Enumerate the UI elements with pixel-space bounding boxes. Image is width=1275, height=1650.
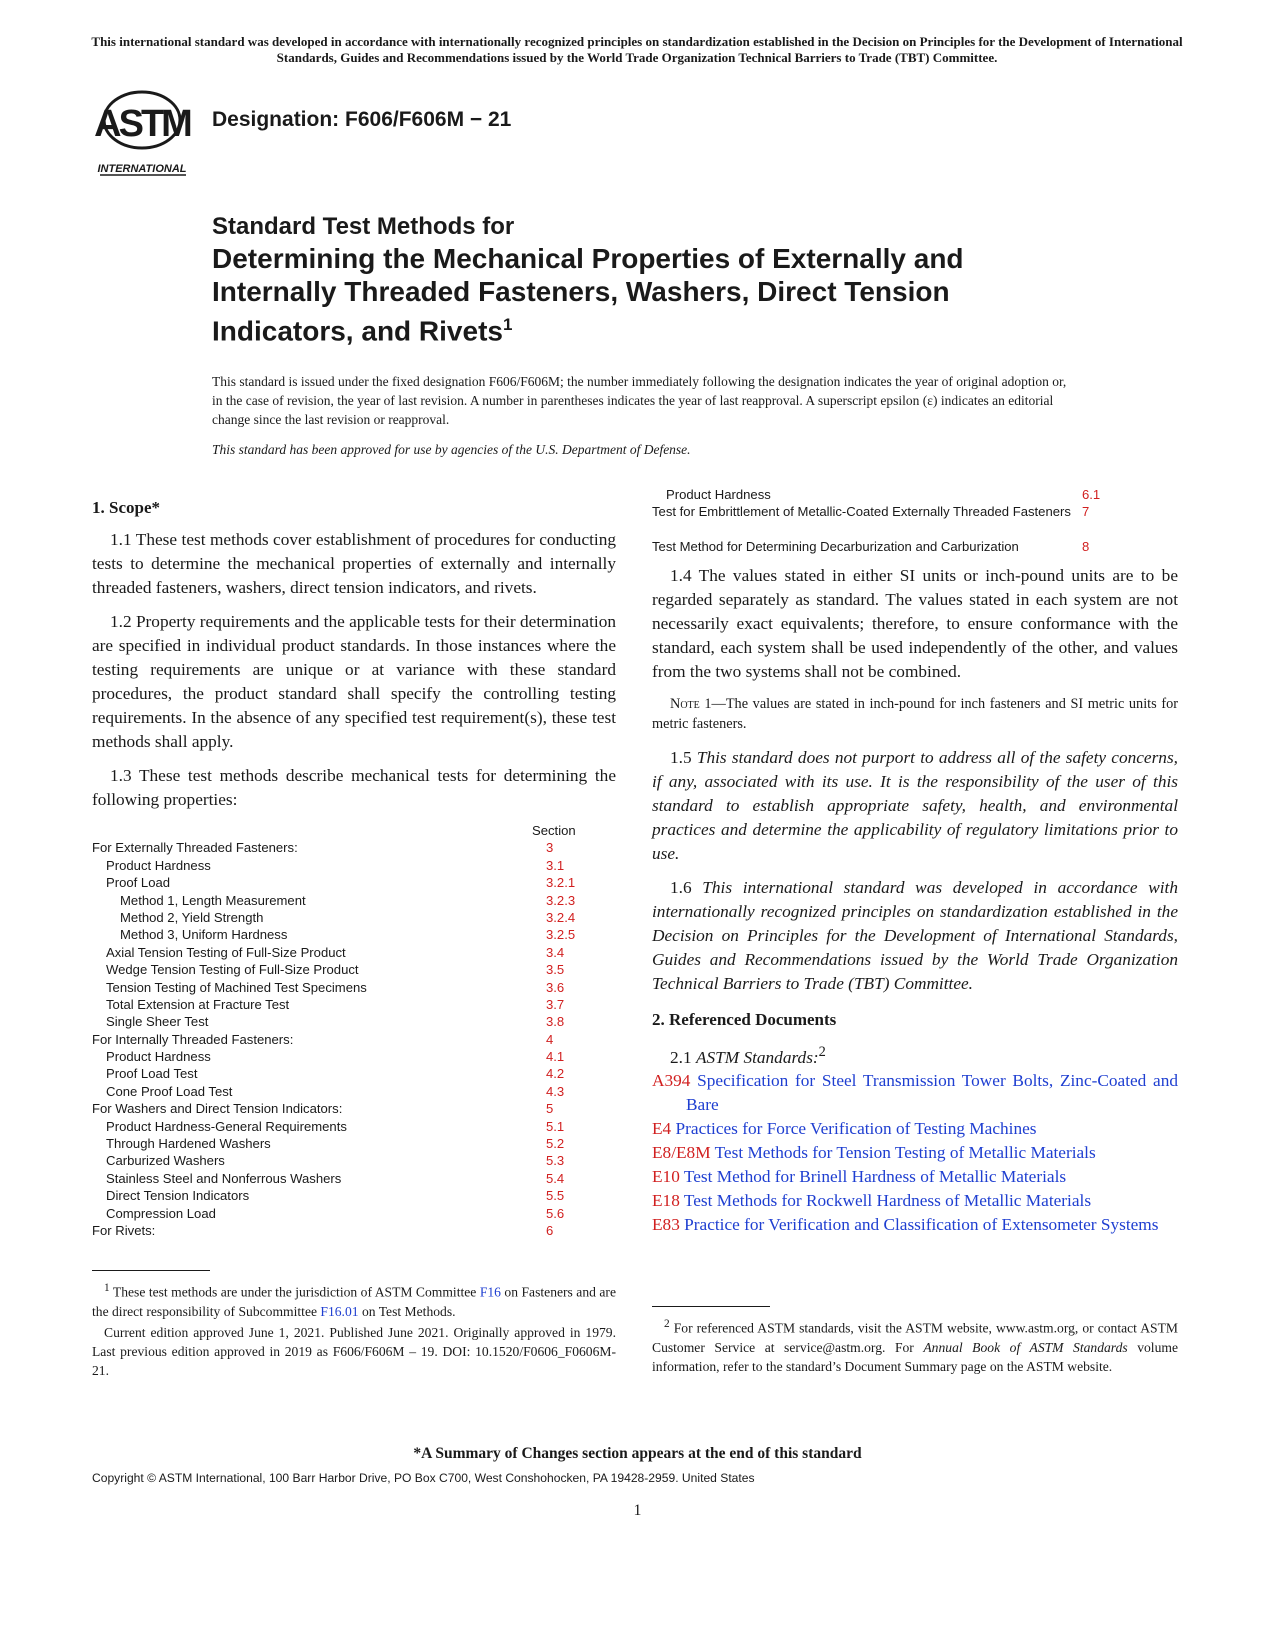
reference-title-link[interactable]: Test Method for Brinell Hardness of Metallic Materials [683, 1167, 1067, 1187]
toc-section-link[interactable]: 3.1 [546, 857, 565, 873]
toc-label: Test Method for Determining Decarburization and Carburization [652, 539, 1019, 555]
toc-row [92, 1031, 616, 1048]
toc-row [92, 944, 616, 961]
toc-label: Product Hardness [106, 1049, 211, 1065]
reference-item [652, 1141, 1178, 1165]
toc-label: Total Extension at Fracture Test [106, 996, 290, 1012]
paragraph-1-2: 1.2 Property requirements and the applicable tests for their determination are specified in individual product standards. In those instances where the testing requirements are unique or at variance with these standard procedures, the product standard shall specify the controlling testing requirements. In the absence of any specified test requirement(s), these test methods shall apply. [92, 612, 616, 751]
toc-label: Proof Load Test [106, 1066, 198, 1082]
section-table-continued [652, 486, 1178, 556]
toc-row [92, 1170, 616, 1187]
footnote-1: $^1$ These test methods are under the jurisdiction of ASTM Committee F16 on Fasteners and are the direct responsibility of Subcommittee F16.01 on Test Methods. [92, 1282, 616, 1319]
title-kicker: Standard Test Methods for [212, 213, 515, 240]
page-number: 1 [633, 1502, 642, 1519]
reference-item [652, 1165, 1178, 1189]
astm-standards-subheading: 2.1 ASTM Standards:$^2$ [670, 1043, 826, 1067]
toc-section-link[interactable]: 8 [1082, 539, 1090, 555]
toc-section-link[interactable]: 6.1 [1082, 487, 1101, 502]
toc-label: For Externally Threaded Fasteners: [92, 840, 298, 856]
toc-section-link[interactable]: 6 [546, 1222, 554, 1238]
toc-row [92, 874, 616, 891]
left-column [92, 498, 616, 1378]
toc-header-row [92, 822, 616, 839]
logo-text: INTERNATIONAL [97, 163, 187, 175]
reference-title-link[interactable]: Specification for Steel Transmission Tower Bolts, Zinc-Coated and Bare [686, 1071, 1179, 1115]
dod-statement: This standard has been approved for use by agencies of the U.S. Department of Defense. [212, 442, 691, 457]
toc-label: Direct Tension Indicators [106, 1188, 250, 1204]
toc-row [92, 961, 616, 978]
document-title [212, 212, 1032, 347]
toc-section-link[interactable]: 5.6 [546, 1205, 565, 1221]
reference-item [652, 1213, 1178, 1237]
toc-section-link[interactable]: 5.5 [546, 1188, 565, 1204]
toc-label: Product Hardness [666, 487, 771, 502]
toc-row [92, 979, 616, 996]
footnote-2: $^2$ For referenced ASTM standards, visit the ASTM website, www.astm.org, or contact ASTM Customer Service at service@astm.org. For Annual Book of ASTM Standards volume information, refer to the standard’s Document Summary page on the ASTM website. [652, 1318, 1178, 1374]
toc-section-link[interactable]: 5.1 [546, 1118, 565, 1134]
toc-row [92, 1187, 616, 1204]
toc-section-link[interactable]: 5.2 [546, 1136, 565, 1152]
paragraph-1-1: 1.1 These test methods cover establishment of procedures for conducting tests to determine the mechanical properties of externally and internally threaded fasteners, washers, direct tension indicators, and rivets. [92, 530, 616, 597]
toc-label: Wedge Tension Testing of Full-Size Product [106, 962, 359, 978]
toc-row [652, 538, 1178, 555]
toc-row [92, 1205, 616, 1222]
toc-section-link[interactable]: 3.2.4 [546, 909, 576, 925]
paragraph-1-4: 1.4 The values stated in either SI units or inch-pound units are to be regarded separately as standard. The values stated in each system are not necessarily exact equivalents; therefore, to ensure conformance with the standard, each system shall be used independently of the other, and values from the two systems shall not be combined. [652, 565, 1178, 681]
toc-label: Method 1, Length Measurement [120, 892, 306, 908]
right-column [652, 487, 1179, 1374]
toc-section-link[interactable]: 3.2.1 [546, 875, 576, 891]
toc-section-link[interactable]: 3.4 [546, 944, 565, 960]
section-table [92, 822, 616, 1239]
toc-section-link[interactable]: 4.1 [546, 1049, 565, 1065]
title-footnote-mark: 1 [502, 315, 513, 334]
toc-row [92, 857, 616, 874]
reference-title-link[interactable]: Test Methods for Tension Testing of Metallic Materials [714, 1143, 1096, 1163]
toc-label: Method 3, Uniform Hardness [120, 927, 288, 943]
footnote-area-right [652, 1306, 1178, 1378]
toc-row [92, 1048, 616, 1065]
toc-label: Product Hardness [106, 857, 211, 873]
reference-code-link[interactable]: E8/E8M [652, 1143, 711, 1163]
toc-section-link[interactable]: 7 [1082, 504, 1090, 520]
toc-section-link[interactable]: 3 [546, 840, 554, 856]
reference-code-link[interactable]: E18 [652, 1191, 680, 1211]
toc-row [92, 1152, 616, 1169]
reference-title-link[interactable]: Practice for Verification and Classification of Extensometer Systems [684, 1215, 1159, 1235]
toc-label: Cone Proof Load Test [106, 1083, 233, 1099]
toc-header: Section [532, 823, 576, 838]
toc-label: Stainless Steel and Nonferrous Washers [106, 1170, 342, 1186]
toc-section-link[interactable]: 4 [546, 1031, 554, 1047]
toc-label: Tension Testing of Machined Test Specimens [106, 979, 367, 995]
toc-label: For Rivets: [92, 1222, 156, 1238]
toc-row [92, 909, 616, 926]
toc-row [92, 892, 616, 909]
toc-row [92, 1222, 616, 1239]
toc-section-link[interactable]: 3.2.5 [546, 927, 576, 943]
toc-row [92, 1083, 616, 1100]
toc-section-link[interactable]: 3.7 [546, 996, 565, 1012]
toc-row [92, 1118, 616, 1135]
footnote-rule [652, 1306, 770, 1307]
note-1: Note 1—The values are stated in inch-pound for inch fasteners and SI metric units for metric fasteners. [652, 695, 1178, 732]
toc-section-link[interactable]: 3.5 [546, 962, 565, 978]
referenced-documents-heading: 2. Referenced Documents [652, 1009, 837, 1029]
toc-section-link[interactable]: 5.4 [546, 1170, 565, 1186]
paragraph-1-6: 1.6 This international standard was developed in accordance with internationally recognized principles on standardization established in the Decision on Principles for the Development of International Standards, Guides and Recommendations issued by the World Trade Organization Technical Barriers to Trade (TBT) Committee. [652, 877, 1178, 993]
toc-row [92, 1100, 616, 1117]
summary-of-changes-note: *A Summary of Changes section appears at the end of this standard [413, 1445, 862, 1462]
reference-code-link[interactable]: E83 [652, 1215, 680, 1235]
paragraph-1-5: 1.5 This standard does not purport to address all of the safety concerns, if any, associated with its use. It is the responsibility of the user of this standard to establish appropriate safety, health, and environmental practices and determine the applicability of regulatory limitations prior to use. [652, 747, 1178, 863]
toc-section-link[interactable]: 5 [546, 1101, 554, 1117]
toc-label: For Internally Threaded Fasteners: [92, 1031, 294, 1047]
toc-label: Compression Load [106, 1205, 216, 1221]
toc-label: Carburized Washers [106, 1153, 225, 1169]
toc-row [652, 503, 1178, 538]
reference-title-link[interactable]: Practices for Force Verification of Testing Machines [675, 1119, 1037, 1139]
toc-label: Product Hardness-General Requirements [106, 1118, 347, 1134]
toc-label: Through Hardened Washers [106, 1136, 271, 1152]
toc-label: Single Sheer Test [106, 1014, 209, 1030]
reference-code-link[interactable]: E4 [652, 1119, 672, 1139]
toc-label: Proof Load [106, 875, 171, 891]
toc-row [652, 486, 1178, 503]
reference-code-link[interactable]: E10 [652, 1167, 680, 1187]
toc-section-link[interactable]: 4.2 [546, 1066, 565, 1082]
committee-link[interactable]: F16 [479, 1284, 501, 1300]
toc-label: Axial Tension Testing of Full-Size Product [106, 944, 346, 960]
toc-label: For Washers and Direct Tension Indicators: [92, 1101, 343, 1117]
toc-row [92, 839, 616, 856]
toc-label: Method 2, Yield Strength [120, 909, 264, 925]
svg-text:ASTM: ASTM [94, 103, 190, 145]
toc-label: Test for Embrittlement of Metallic-Coated Externally Threaded Fasteners [652, 504, 1071, 520]
subcommittee-link[interactable]: F16.01 [320, 1303, 359, 1319]
designation: Designation: F606/F606M − 21 [212, 108, 512, 131]
astm-logo [92, 86, 200, 178]
reference-code-link[interactable]: A394 [652, 1071, 691, 1091]
toc-row [92, 926, 616, 943]
footnote-1-edition: Current edition approved June 1, 2021. Published June 2021. Originally approved in 1979. Last previous edition approved in 2019 as F606/F606M – 19. DOI: 10.1520/F0606_F0606M-21. [92, 1324, 616, 1378]
referenced-list [652, 1069, 1178, 1237]
toc-row [92, 996, 616, 1013]
toc-section-link[interactable]: 5.3 [546, 1153, 565, 1169]
reference-item [652, 1069, 1178, 1117]
toc-row [92, 1013, 616, 1030]
reference-item [652, 1189, 1178, 1213]
issued-statement: This standard is issued under the fixed designation F606/F606M; the number immediately following the designation indicates the year of original adoption or, in the case of revision, the year of last revision. A number in parentheses indicates the year of last reapproval. A superscript epsilon (ε) indicates an editorial change since the last revision or reapproval. [212, 374, 1067, 427]
toc-section-link[interactable]: 3.8 [546, 1014, 565, 1030]
paragraph-1-3: 1.3 These test methods describe mechanical tests for determining the following properties: [92, 766, 616, 809]
scope-heading: 1. Scope* [92, 498, 160, 517]
toc-section-link[interactable]: 3.6 [546, 979, 565, 995]
toc-left-body [92, 839, 616, 1239]
toc-row [92, 1135, 616, 1152]
footnote-rule [92, 1270, 210, 1271]
toc-row [92, 1065, 616, 1082]
reference-item [652, 1117, 1178, 1141]
toc-right-body [652, 486, 1178, 556]
wto-notice: This international standard was developed in accordance with internationally recognized principles on standardization established in the Decision on Principles for the Development of International Standards, Guides and Recommendations issued by the World Trade Organization Technical Barriers to Trade (TBT) Committee. [91, 34, 1183, 65]
footnote-area-left [92, 1270, 616, 1382]
toc-section-link[interactable]: 4.3 [546, 1083, 565, 1099]
title-main: Determining the Mechanical Properties of Externally and Internally Threaded Fasteners, Washers, Direct Tension Indicators, and Rivets$^1$ [212, 243, 964, 347]
reference-title-link[interactable]: Test Methods for Rockwell Hardness of Metallic Materials [683, 1191, 1092, 1211]
toc-section-link[interactable]: 3.2.3 [546, 892, 576, 908]
copyright: Copyright © ASTM International, 100 Barr Harbor Drive, PO Box C700, West Conshohocken, PA 19428-2959. United States [92, 1471, 755, 1485]
